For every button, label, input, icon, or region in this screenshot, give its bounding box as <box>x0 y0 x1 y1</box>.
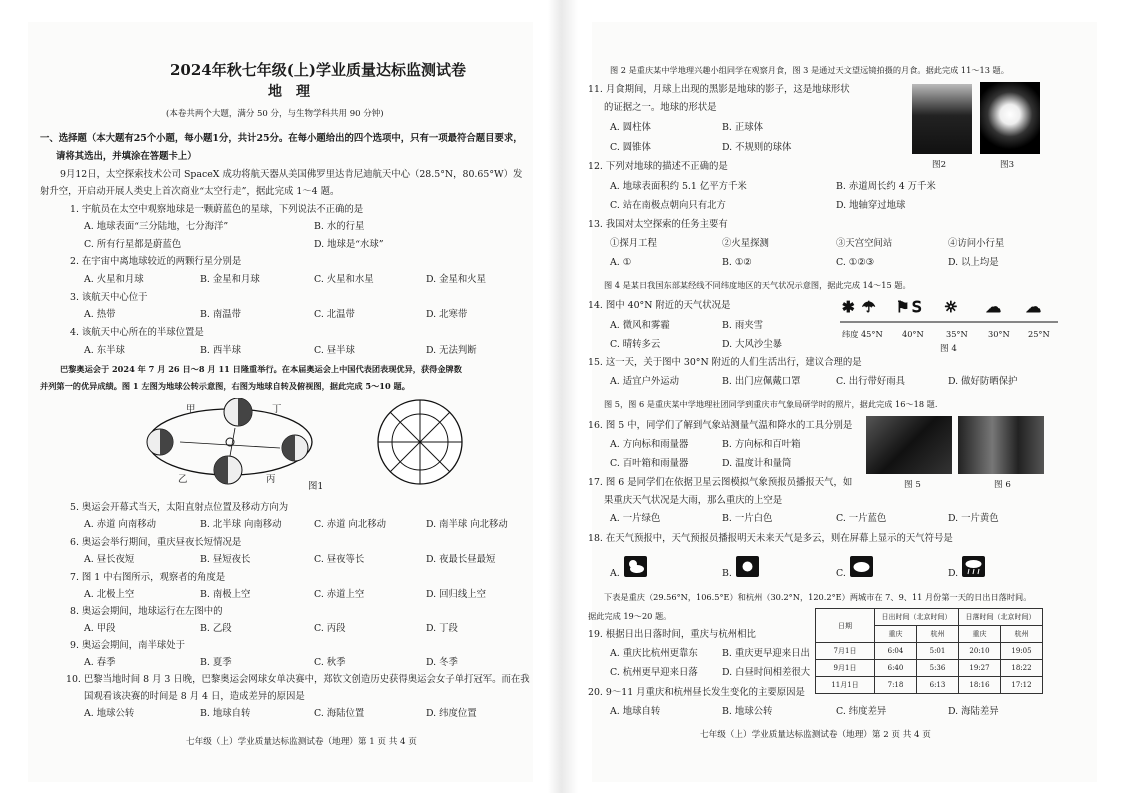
table-cell: 19:27 <box>959 660 1001 677</box>
option: A. 方向标和雨量器 <box>610 439 689 450</box>
option: B. 正球体 <box>722 122 763 133</box>
intro-text: 巴黎奥运会于 2024 年 7 月 26 日～8 月 11 日隆重举行。在本届奥运会上中国代表团表现优异，获得金牌数 <box>60 364 462 374</box>
option: D. 白昼时间相差很大 <box>722 667 811 678</box>
earth-bottom <box>214 456 242 484</box>
figure-2-caption: 图2 <box>932 160 947 170</box>
option: B. 乙段 <box>200 623 232 634</box>
table-row <box>816 643 1043 660</box>
option: C. 赤道上空 <box>314 589 365 600</box>
table-cell: 5:01 <box>917 643 959 660</box>
option: A. 春季 <box>84 657 116 668</box>
latitude-label: 40°N <box>902 329 924 339</box>
figure-4-caption: 图 4 <box>940 344 957 354</box>
option: D. <box>948 568 959 579</box>
exam-note: (本卷共两个大题，满分 50 分，与生物学科共用 90 分钟) <box>166 109 384 119</box>
latitude-label: 纬度 45°N <box>842 329 883 339</box>
figure-4-weather-symbols <box>840 294 1058 326</box>
option: C. 百叶箱和雨量器 <box>610 458 689 469</box>
figure-1-label-ding: 丁 <box>272 404 282 415</box>
option: B. <box>722 568 732 579</box>
question: 20. 9～11 月重庆和杭州昼长发生变化的主要原因是 <box>588 687 805 698</box>
table-cell: 18:16 <box>959 677 1001 694</box>
option: A. 东半球 <box>84 345 125 356</box>
intro-text: 图 4 是某日我国东部某经线不同纬度地区的天气状况示意图，据此完成 14～15 题。 <box>604 280 911 290</box>
latitude-label: 25°N <box>1028 329 1050 339</box>
option: A. 地球公转 <box>84 708 135 719</box>
figure-5-caption: 图 5 <box>904 480 921 490</box>
option: A. 甲段 <box>84 623 116 634</box>
option: A. 圆柱体 <box>610 122 651 133</box>
option: B. 水的行星 <box>314 221 365 232</box>
option: A. 北极上空 <box>84 589 135 600</box>
option: C. ①②③ <box>836 257 875 268</box>
option: D. 无法判断 <box>426 345 477 356</box>
table-cell: 9月1日 <box>816 660 875 677</box>
option: B. 地球公转 <box>722 706 773 717</box>
intro-text: 下表是重庆（29.56°N，106.5°E）和杭州（30.2°N，120.2°E）两城市在 7、9、11 月份第一天的日出日落时间。 <box>604 592 1032 602</box>
option: D. 地球是“水球” <box>314 239 384 250</box>
question: 4. 该航天中心所在的半球位置是 <box>70 327 204 338</box>
question: 16. 图 5 中，同学们了解到气象站测量气温和降水的工具分别是 <box>588 420 853 431</box>
question: 7. 图 1 中右图所示，观察者的角度是 <box>70 572 226 583</box>
table-cell: 18:22 <box>1001 660 1043 677</box>
sunrise-sunset-table <box>815 608 1043 694</box>
option: C. 晴转多云 <box>610 339 661 350</box>
option: C. <box>836 568 846 579</box>
option: B. 金星和月球 <box>200 274 260 285</box>
question: 2. 在宇宙中离地球较近的两颗行星分别是 <box>70 256 242 267</box>
option: A. 火星和月球 <box>84 274 144 285</box>
weather-icons <box>842 298 1041 316</box>
figure-1-label-yi: 乙 <box>178 474 188 485</box>
question-cont: 国观看该决赛的时间是 8 月 4 日，造成差异的原因是 <box>84 691 305 702</box>
option: B. ①② <box>722 257 752 268</box>
table-row <box>816 677 1043 694</box>
question: 12. 下列对地球的描述不正确的是 <box>588 161 728 172</box>
intro-text: 9月12日，太空探索技术公司 SpaceX 成功将航天器从美国佛罗里达肯尼迪航天中心（28.5°N，80.65°W）发 <box>60 169 523 180</box>
option: A. 一片绿色 <box>610 513 661 524</box>
cloudy-sun-icon <box>624 556 647 577</box>
option: A. 地球表面“三分陆地，七分海洋” <box>84 221 229 232</box>
option: C. 火星和水星 <box>314 274 374 285</box>
option: B. 地球自转 <box>200 708 251 719</box>
figure-1 <box>140 398 520 493</box>
figure-1-caption: 图1 <box>308 481 324 492</box>
table-header-date: 日期 <box>816 609 875 643</box>
question: 9. 奥运会期间，南半球处于 <box>70 640 186 651</box>
question-cont: 果重庆天气状况是大雨，那么重庆的上空是 <box>604 495 783 506</box>
sun-icon: ☼ <box>944 298 958 316</box>
option: B. 西半球 <box>200 345 241 356</box>
option: B. 昼短夜长 <box>200 554 251 565</box>
option: B. 出门应佩戴口罩 <box>722 376 801 387</box>
figure-6-caption: 图 6 <box>994 480 1011 490</box>
option: D. 金星和火星 <box>426 274 487 285</box>
option: C. 昼半球 <box>314 345 355 356</box>
table-city: 重庆 <box>959 626 1001 643</box>
rain-cloud-icon: ☁ <box>1026 298 1041 316</box>
figure-1-label-jia: 甲 <box>186 404 196 415</box>
table-city: 杭州 <box>1001 626 1043 643</box>
table-row <box>816 660 1043 677</box>
question-cont: 的证据之一。地球的形状是 <box>604 102 717 113</box>
intro-text: 据此完成 19～20 题。 <box>588 611 672 621</box>
option: D. 纬度位置 <box>426 708 477 719</box>
option: C. 昼夜等长 <box>314 554 365 565</box>
earth-jia <box>224 398 252 426</box>
option: C. 北温带 <box>314 309 355 320</box>
option: B. 南温带 <box>200 309 241 320</box>
option: D. 南半球 向北移动 <box>426 519 508 530</box>
subject-title: 地理 <box>268 84 324 100</box>
option: A. 地球自转 <box>610 706 661 717</box>
option: D. 做好防晒保护 <box>948 376 1018 387</box>
option: C. 所有行星都是蔚蓝色 <box>84 239 182 250</box>
latitude-label: 35°N <box>946 329 968 339</box>
earth-left <box>147 429 173 455</box>
option: D. 回归线上空 <box>426 589 487 600</box>
rain-icon <box>962 556 985 577</box>
option: B. 北半球 向南移动 <box>200 519 282 530</box>
option: C. 纬度差异 <box>836 706 887 717</box>
question: 10. 巴黎当地时间 8 月 3 日晚，巴黎奥运会网球女单决赛中，郑钦文创造历史获得奥运会女子单打冠军。而在我 <box>66 674 530 685</box>
snowflake-icon: ✱ <box>842 298 855 316</box>
rotation-disc <box>378 400 462 484</box>
photo-figure-5 <box>866 416 952 474</box>
section-heading: 一、选择题（本大题有25个小题，每小题1分，共计25分。在每小题给出的四个选项中，只有一项最符合题目要求， <box>40 133 523 144</box>
table-cell: 6:04 <box>875 643 917 660</box>
question: 5. 奥运会开幕式当天，太阳直射点位置及移动方向为 <box>70 502 289 513</box>
option: C. 丙段 <box>314 623 346 634</box>
option: A. 适宜户外运动 <box>610 376 679 387</box>
exam-title: 2024年秋七年级(上)学业质量达标监测试卷 <box>170 61 466 79</box>
option: B. 南极上空 <box>200 589 251 600</box>
option: B. 重庆更早迎来日出 <box>722 648 810 659</box>
table-cell: 5:36 <box>917 660 959 677</box>
sun-icon <box>736 556 759 577</box>
intro-text: 射升空，开启动开展人类史上首次商业“太空行走”，据此完成 1～4 题。 <box>40 186 340 197</box>
option: D. 北寒带 <box>426 309 468 320</box>
page-footer: 七年级（上）学业质量达标监测试卷（地理）第 2 页 共 4 页 <box>700 730 931 740</box>
option: B. 赤道周长约 4 万千米 <box>836 181 936 192</box>
table-cell: 19:05 <box>1001 643 1043 660</box>
table-cell: 20:10 <box>959 643 1001 660</box>
option: D. 冬季 <box>426 657 458 668</box>
photo-figure-2 <box>912 84 972 154</box>
question: 19. 根据日出日落时间，重庆与杭州相比 <box>588 629 756 640</box>
option: A. 热带 <box>84 309 116 320</box>
option: B. 夏季 <box>200 657 232 668</box>
figure-3-caption: 图3 <box>1000 160 1015 170</box>
table-city: 重庆 <box>875 626 917 643</box>
option-item: ②火星探测 <box>722 238 769 249</box>
option: C. 赤道 向北移动 <box>314 519 387 530</box>
question: 3. 该航天中心位于 <box>70 292 148 303</box>
option: D. 丁段 <box>426 623 458 634</box>
option: A. 重庆比杭州更靠东 <box>610 648 698 659</box>
table-cell: 17:12 <box>1001 677 1043 694</box>
option: D. 温度计和量筒 <box>722 458 792 469</box>
option: D. 地轴穿过地球 <box>836 200 906 211</box>
question: 1. 宇航员在太空中观察地球是一颗蔚蓝色的星球，下列说法不正确的是 <box>70 204 364 215</box>
cloud-icon <box>850 556 873 577</box>
page-fold <box>548 0 578 793</box>
option-item: ③天宫空间站 <box>836 238 893 249</box>
option: D. 夜最长昼最短 <box>426 554 496 565</box>
table-cell: 11月1日 <box>816 677 875 694</box>
option: B. 雨夹雪 <box>722 320 763 331</box>
option: C. 杭州更早迎来日落 <box>610 667 698 678</box>
table-city: 杭州 <box>917 626 959 643</box>
photo-figure-6 <box>958 416 1044 474</box>
question: 13. 我国对太空探索的任务主要有 <box>588 219 728 230</box>
option: D. 海陆差异 <box>948 706 999 717</box>
option: D. 不规则的球体 <box>722 142 792 153</box>
option: B. 方向标和百叶箱 <box>722 439 801 450</box>
option: A. <box>610 568 620 579</box>
table-header-sunset: 日落时间（北京时间） <box>959 609 1043 626</box>
page-footer: 七年级（上）学业质量达标监测试卷（地理）第 1 页 共 4 页 <box>186 737 417 747</box>
option: C. 圆锥体 <box>610 142 651 153</box>
option: A. 昼长夜短 <box>84 554 135 565</box>
table-cell: 7:18 <box>875 677 917 694</box>
option: C. 出行带好雨具 <box>836 376 906 387</box>
table-cell: 6:40 <box>875 660 917 677</box>
earth-right <box>282 435 308 461</box>
table-header-sunrise: 日出时间（北京时间） <box>875 609 959 626</box>
sandstorm-icon: S <box>912 298 922 316</box>
option: C. 秋季 <box>314 657 346 668</box>
question: 11. 月食期间，月球上出现的黑影是地球的影子，这是地球形状 <box>588 84 850 95</box>
question: 8. 奥运会期间，地球运行在左图中的 <box>70 606 223 617</box>
intro-text: 图 2 是重庆某中学地理兴趣小组同学在观察月食，图 3 是通过天文望远镜拍摄的月食。据此完成 11～13 题。 <box>610 65 1009 75</box>
question: 6. 奥运会举行期间，重庆昼夜长短情况是 <box>70 537 242 548</box>
option: A. 赤道 向南移动 <box>84 519 156 530</box>
cloud-rain-icon: ☂ <box>862 298 876 316</box>
option: B. 一片白色 <box>722 513 773 524</box>
option: D. 一片黄色 <box>948 513 999 524</box>
option-item: ①探月工程 <box>610 238 657 249</box>
option: A. ① <box>610 257 632 268</box>
intro-text: 图 5，图 6 是重庆某中学地理社团同学到重庆市气象局研学时的照片，据此完成 16～18 题. <box>604 399 938 409</box>
table-cell: 7月1日 <box>816 643 875 660</box>
section-heading-cont: 请将其选出，并填涂在答题卡上） <box>56 151 197 162</box>
rain-cloud-icon: ☁ <box>986 298 1001 316</box>
wind-icon: ⚑ <box>896 298 910 316</box>
option: C. 站在南极点朝向只有北方 <box>610 200 726 211</box>
intro-text: 并列第一的优异成绩。图 1 左图为地球公转示意图，右图为地球自转及俯视图，据此完成 5～10 题。 <box>40 381 410 391</box>
question: 18. 在天气预报中，天气预报员播报明天未来天气是多云，则在屏幕上显示的天气符号是 <box>588 533 953 544</box>
photo-figure-3 <box>980 82 1040 154</box>
option-item: ④访问小行星 <box>948 238 1005 249</box>
option: D. 大风沙尘暴 <box>722 339 783 350</box>
option: D. 以上均是 <box>948 257 999 268</box>
latitude-label: 30°N <box>988 329 1010 339</box>
option: A. 微风和雾霾 <box>610 320 670 331</box>
question: 17. 图 6 是同学们在依据卫星云图模拟气象预报员播报天气，如 <box>588 477 853 488</box>
option: A. 地球表面积约 5.1 亿平方千米 <box>610 181 747 192</box>
option: C. 海陆位置 <box>314 708 365 719</box>
option: C. 一片蓝色 <box>836 513 887 524</box>
figure-1-label-bing: 丙 <box>266 474 276 485</box>
question: 14. 图中 40°N 附近的天气状况是 <box>588 300 731 311</box>
question: 15. 这一天，关于图中 30°N 附近的人们生活出行，建议合理的是 <box>588 357 862 368</box>
table-cell: 6:13 <box>917 677 959 694</box>
